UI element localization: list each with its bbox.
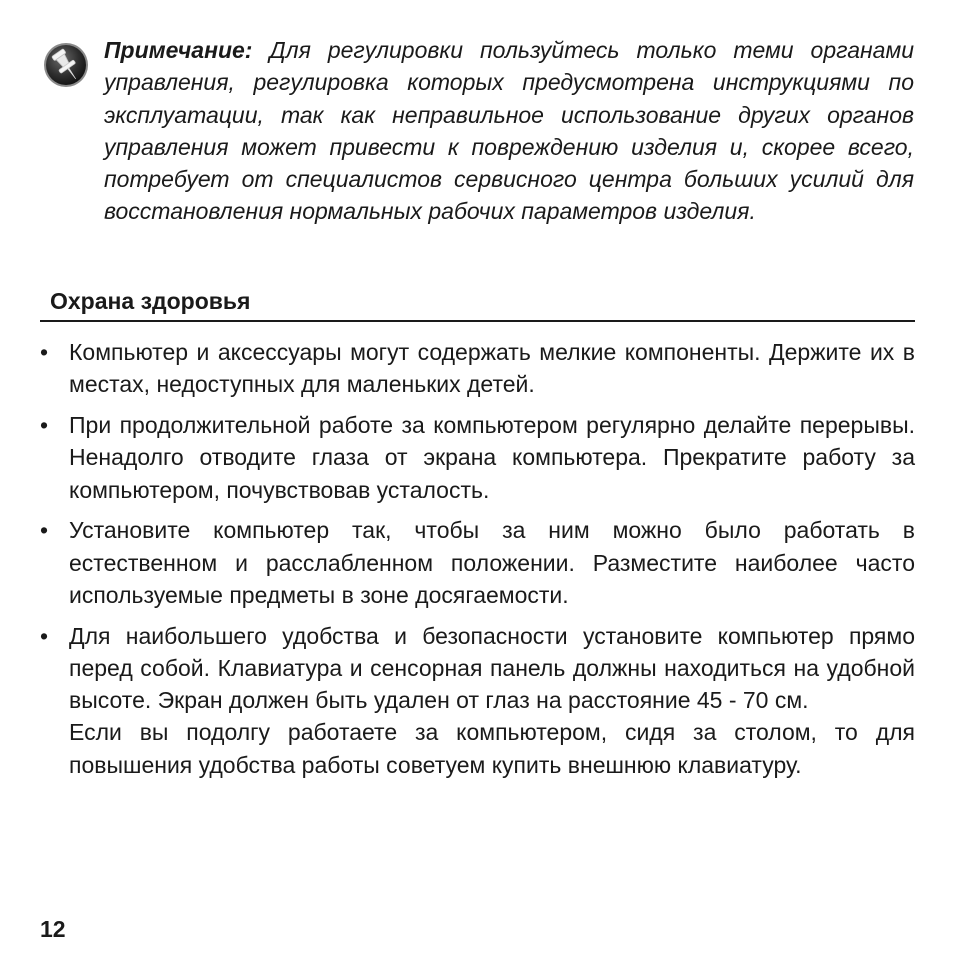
note-body: Для регулировки пользуйтесь только теми органами управления, регулировка которых предусмотрена инструкциями по эксплуатации, так как неправильное использование других органов управления может привести к повреждению изделия и, скорее всего, потребует от специалистов сервисного центра больших усилий для восстановления нормальных рабочих параметров изделия. (104, 37, 914, 225)
note-label: Примечание: (104, 37, 253, 63)
list-item-text: Для наибольшего удобства и безопасности установите компьютер прямо перед собой. Клавиатура и сенсорная панель должны находиться на удобной высоте. Экран должен быть удален от глаз на расстояние 45 - 70 см. (69, 622, 915, 714)
list-item-text: При продолжительной работе за компьютером регулярно делайте перерывы. Ненадолго отводите глаза от экрана компьютера. Прекратите работу за компьютером, почувствовав усталость. (69, 411, 915, 503)
list-item (40, 409, 915, 506)
page-number: 12 (40, 916, 66, 942)
bullet-icon: • (40, 411, 49, 438)
list-item-extra-text: Если вы подолгу работаете за компьютером, сидя за столом, то для повышения удобства работы советуем купить внешнюю клавиатуру. (69, 719, 915, 778)
section-title: Охрана здоровья (50, 288, 251, 314)
list-item (40, 514, 915, 611)
list-item (40, 336, 915, 401)
list-item (40, 620, 915, 781)
pushpin-icon (42, 41, 90, 89)
bullet-icon: • (40, 339, 49, 365)
note-text (104, 34, 914, 228)
health-bullet-list (40, 336, 915, 789)
list-item-text: Установите компьютер так, чтобы за ним можно было работать в естественном и расслабленном положении. Разместите наиболее часто используемые предметы в зоне досягаемости. (69, 517, 915, 608)
section-divider (40, 320, 915, 322)
bullet-icon: • (40, 517, 49, 544)
bullet-icon: • (40, 622, 49, 649)
list-item-text: Компьютер и аксессуары могут содержать мелкие компоненты. Держите их в местах, недоступных для маленьких детей. (69, 339, 915, 398)
